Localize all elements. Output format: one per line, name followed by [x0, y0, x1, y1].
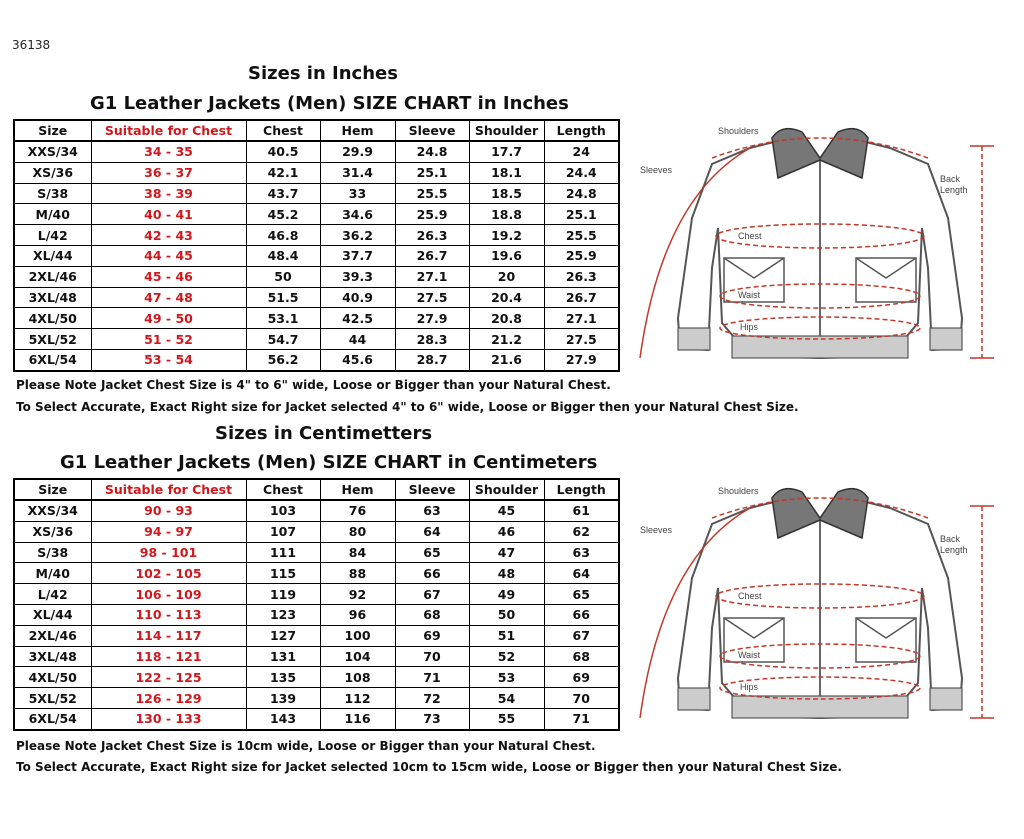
- size-cell: S/38: [14, 542, 91, 563]
- measurement-cell: 64: [544, 563, 619, 584]
- measurement-cell: 26.7: [544, 287, 619, 308]
- suitable-chest-cell: 94 - 97: [91, 521, 246, 542]
- table-row: [14, 688, 619, 709]
- measurement-cell: 96: [320, 604, 395, 625]
- measurement-cell: 73: [395, 708, 469, 729]
- measurement-cell: 27.1: [544, 308, 619, 329]
- measurement-cell: 66: [544, 604, 619, 625]
- cm-subtitle: Sizes in Centimetters: [215, 423, 433, 444]
- measurement-cell: 40.9: [320, 287, 395, 308]
- measurement-cell: 67: [544, 625, 619, 646]
- measurement-cell: 25.9: [544, 245, 619, 266]
- column-header: Chest: [246, 120, 320, 141]
- measurement-cell: 62: [544, 521, 619, 542]
- measurement-cell: 112: [320, 688, 395, 709]
- measurement-cell: 65: [544, 584, 619, 605]
- measurement-cell: 25.5: [395, 183, 469, 204]
- measurement-cell: 25.1: [395, 162, 469, 183]
- measurement-cell: 37.7: [320, 245, 395, 266]
- suitable-chest-cell: 34 - 35: [91, 141, 246, 162]
- suitable-chest-cell: 90 - 93: [91, 500, 246, 521]
- measurement-cell: 63: [395, 500, 469, 521]
- size-cell: 3XL/48: [14, 287, 91, 308]
- table-row: [14, 266, 619, 287]
- measurement-cell: 17.7: [469, 141, 544, 162]
- table-row: [14, 349, 619, 370]
- suitable-chest-cell: 106 - 109: [91, 584, 246, 605]
- table-row: [14, 604, 619, 625]
- measurement-cell: 25.1: [544, 204, 619, 225]
- label-hips: Hips: [740, 682, 759, 692]
- cm-title: G1 Leather Jackets (Men) SIZE CHART in Centimeters: [60, 452, 598, 473]
- inches-size-table: [13, 119, 620, 372]
- table-row: [14, 667, 619, 688]
- size-cell: XL/44: [14, 245, 91, 266]
- measurement-cell: 88: [320, 563, 395, 584]
- table-row: [14, 521, 619, 542]
- measurement-cell: 107: [246, 521, 320, 542]
- jacket-measurement-diagram-inches: [632, 118, 1012, 368]
- label-shoulders: Shoulders: [718, 486, 759, 496]
- measurement-cell: 49: [469, 584, 544, 605]
- measurement-cell: 104: [320, 646, 395, 667]
- table-row: [14, 584, 619, 605]
- table-row: [14, 329, 619, 350]
- measurement-cell: 20.4: [469, 287, 544, 308]
- table-row: [14, 563, 619, 584]
- measurement-cell: 28.7: [395, 349, 469, 370]
- size-cell: 4XL/50: [14, 667, 91, 688]
- measurement-cell: 42.1: [246, 162, 320, 183]
- measurement-cell: 21.6: [469, 349, 544, 370]
- suitable-chest-cell: 36 - 37: [91, 162, 246, 183]
- measurement-cell: 18.8: [469, 204, 544, 225]
- column-header: Shoulder: [469, 120, 544, 141]
- size-cell: 3XL/48: [14, 646, 91, 667]
- size-cell: 6XL/54: [14, 708, 91, 729]
- measurement-cell: 48.4: [246, 245, 320, 266]
- suitable-chest-cell: 98 - 101: [91, 542, 246, 563]
- table-row: [14, 542, 619, 563]
- waistband: [732, 336, 908, 358]
- measurement-cell: 68: [395, 604, 469, 625]
- size-cell: XXS/34: [14, 500, 91, 521]
- measurement-cell: 50: [246, 266, 320, 287]
- table-row: [14, 646, 619, 667]
- measurement-cell: 55: [469, 708, 544, 729]
- size-cell: XL/44: [14, 604, 91, 625]
- measurement-cell: 18.1: [469, 162, 544, 183]
- measurement-cell: 51.5: [246, 287, 320, 308]
- column-header: Size: [14, 479, 91, 500]
- measurement-cell: 69: [544, 667, 619, 688]
- table-row: [14, 225, 619, 246]
- measurement-cell: 108: [320, 667, 395, 688]
- column-header: Hem: [320, 120, 395, 141]
- size-cell: M/40: [14, 204, 91, 225]
- measurement-cell: 19.2: [469, 225, 544, 246]
- suitable-chest-cell: 42 - 43: [91, 225, 246, 246]
- measurement-cell: 80: [320, 521, 395, 542]
- measurement-cell: 44: [320, 329, 395, 350]
- measurement-cell: 115: [246, 563, 320, 584]
- measurement-cell: 34.6: [320, 204, 395, 225]
- label-sleeves: Sleeves: [640, 165, 673, 175]
- suitable-chest-cell: 47 - 48: [91, 287, 246, 308]
- table-row: [14, 708, 619, 729]
- measurement-cell: 36.2: [320, 225, 395, 246]
- suitable-chest-cell: 130 - 133: [91, 708, 246, 729]
- suitable-chest-cell: 114 - 117: [91, 625, 246, 646]
- measurement-cell: 139: [246, 688, 320, 709]
- measurement-cell: 71: [544, 708, 619, 729]
- measurement-cell: 54: [469, 688, 544, 709]
- suitable-chest-cell: 38 - 39: [91, 183, 246, 204]
- measurement-cell: 119: [246, 584, 320, 605]
- measurement-cell: 48: [469, 563, 544, 584]
- suitable-chest-cell: 118 - 121: [91, 646, 246, 667]
- measurement-cell: 72: [395, 688, 469, 709]
- measurement-cell: 43.7: [246, 183, 320, 204]
- column-header: Size: [14, 120, 91, 141]
- size-cell: 6XL/54: [14, 349, 91, 370]
- measurement-cell: 69: [395, 625, 469, 646]
- measurement-cell: 45.6: [320, 349, 395, 370]
- column-header: Suitable for Chest: [91, 120, 246, 141]
- measurement-cell: 33: [320, 183, 395, 204]
- measurement-cell: 18.5: [469, 183, 544, 204]
- measurement-cell: 61: [544, 500, 619, 521]
- table-row: [14, 308, 619, 329]
- measurement-cell: 92: [320, 584, 395, 605]
- suitable-chest-cell: 110 - 113: [91, 604, 246, 625]
- measurement-cell: 67: [395, 584, 469, 605]
- cm-note-2: To Select Accurate, Exact Right size for Jacket selected 10cm to 15cm wide, Loose or Bigger then your Natural Chest Size.: [16, 760, 842, 774]
- measurement-cell: 123: [246, 604, 320, 625]
- measurement-cell: 24: [544, 141, 619, 162]
- suitable-chest-cell: 40 - 41: [91, 204, 246, 225]
- label-waist: Waist: [738, 650, 761, 660]
- measurement-cell: 21.2: [469, 329, 544, 350]
- measurement-cell: 31.4: [320, 162, 395, 183]
- table-header-row: [14, 120, 619, 141]
- label-waist: Waist: [738, 290, 761, 300]
- size-cell: XS/36: [14, 521, 91, 542]
- measurement-cell: 68: [544, 646, 619, 667]
- measurement-cell: 70: [544, 688, 619, 709]
- left-cuff: [678, 688, 710, 710]
- label-back: Back: [940, 534, 961, 544]
- right-cuff: [930, 328, 962, 350]
- column-header: Sleeve: [395, 120, 469, 141]
- measurement-cell: 56.2: [246, 349, 320, 370]
- measurement-cell: 27.9: [395, 308, 469, 329]
- measurement-cell: 26.7: [395, 245, 469, 266]
- measurement-cell: 26.3: [395, 225, 469, 246]
- suitable-chest-cell: 53 - 54: [91, 349, 246, 370]
- size-cell: XS/36: [14, 162, 91, 183]
- table-row: [14, 183, 619, 204]
- label-sleeves: Sleeves: [640, 525, 673, 535]
- measurement-cell: 42.5: [320, 308, 395, 329]
- measurement-cell: 63: [544, 542, 619, 563]
- measurement-cell: 25.9: [395, 204, 469, 225]
- table-row: [14, 245, 619, 266]
- measurement-cell: 70: [395, 646, 469, 667]
- table-header-row: [14, 479, 619, 500]
- suitable-chest-cell: 49 - 50: [91, 308, 246, 329]
- measurement-cell: 25.5: [544, 225, 619, 246]
- suitable-chest-cell: 44 - 45: [91, 245, 246, 266]
- column-header: Hem: [320, 479, 395, 500]
- measurement-cell: 54.7: [246, 329, 320, 350]
- cm-size-table: [13, 478, 620, 731]
- measurement-cell: 100: [320, 625, 395, 646]
- measurement-cell: 71: [395, 667, 469, 688]
- measurement-cell: 65: [395, 542, 469, 563]
- measurement-cell: 24.8: [544, 183, 619, 204]
- measurement-cell: 52: [469, 646, 544, 667]
- size-cell: 5XL/52: [14, 688, 91, 709]
- measurement-cell: 135: [246, 667, 320, 688]
- measurement-cell: 76: [320, 500, 395, 521]
- measurement-cell: 46.8: [246, 225, 320, 246]
- measurement-cell: 111: [246, 542, 320, 563]
- label-length: Length: [940, 185, 968, 195]
- left-cuff: [678, 328, 710, 350]
- column-header: Length: [544, 120, 619, 141]
- size-cell: 4XL/50: [14, 308, 91, 329]
- measurement-cell: 131: [246, 646, 320, 667]
- measurement-cell: 64: [395, 521, 469, 542]
- inches-subtitle: Sizes in Inches: [248, 63, 398, 84]
- label-length: Length: [940, 545, 968, 555]
- measurement-cell: 103: [246, 500, 320, 521]
- measurement-cell: 27.5: [544, 329, 619, 350]
- measurement-cell: 24.8: [395, 141, 469, 162]
- measurement-cell: 19.6: [469, 245, 544, 266]
- size-cell: S/38: [14, 183, 91, 204]
- suitable-chest-cell: 122 - 125: [91, 667, 246, 688]
- table-row: [14, 162, 619, 183]
- table-row: [14, 625, 619, 646]
- table-row: [14, 500, 619, 521]
- measurement-cell: 50: [469, 604, 544, 625]
- right-cuff: [930, 688, 962, 710]
- label-shoulders: Shoulders: [718, 126, 759, 136]
- table-row: [14, 141, 619, 162]
- label-hips: Hips: [740, 322, 759, 332]
- size-cell: M/40: [14, 563, 91, 584]
- measurement-cell: 20: [469, 266, 544, 287]
- column-header: Chest: [246, 479, 320, 500]
- table-row: [14, 204, 619, 225]
- measurement-cell: 116: [320, 708, 395, 729]
- column-header: Suitable for Chest: [91, 479, 246, 500]
- measurement-cell: 127: [246, 625, 320, 646]
- measurement-cell: 29.9: [320, 141, 395, 162]
- measurement-cell: 45: [469, 500, 544, 521]
- suitable-chest-cell: 51 - 52: [91, 329, 246, 350]
- column-header: Sleeve: [395, 479, 469, 500]
- measurement-cell: 53.1: [246, 308, 320, 329]
- jacket-measurement-diagram-cm: [632, 478, 1012, 728]
- label-back: Back: [940, 174, 961, 184]
- measurement-cell: 46: [469, 521, 544, 542]
- measurement-cell: 47: [469, 542, 544, 563]
- label-chest: Chest: [738, 591, 762, 601]
- cm-note-1: Please Note Jacket Chest Size is 10cm wide, Loose or Bigger than your Natural Chest.: [16, 739, 596, 753]
- measurement-cell: 40.5: [246, 141, 320, 162]
- measurement-cell: 26.3: [544, 266, 619, 287]
- size-cell: XXS/34: [14, 141, 91, 162]
- measurement-cell: 84: [320, 542, 395, 563]
- table-row: [14, 287, 619, 308]
- suitable-chest-cell: 102 - 105: [91, 563, 246, 584]
- suitable-chest-cell: 126 - 129: [91, 688, 246, 709]
- inches-title: G1 Leather Jackets (Men) SIZE CHART in Inches: [90, 93, 569, 114]
- suitable-chest-cell: 45 - 46: [91, 266, 246, 287]
- size-cell: 5XL/52: [14, 329, 91, 350]
- measurement-cell: 28.3: [395, 329, 469, 350]
- measurement-cell: 53: [469, 667, 544, 688]
- measurement-cell: 20.8: [469, 308, 544, 329]
- label-chest: Chest: [738, 231, 762, 241]
- document-id: 36138: [12, 38, 51, 52]
- measurement-cell: 66: [395, 563, 469, 584]
- measurement-cell: 27.1: [395, 266, 469, 287]
- size-cell: L/42: [14, 225, 91, 246]
- inches-note-1: Please Note Jacket Chest Size is 4" to 6" wide, Loose or Bigger than your Natural Chest.: [16, 378, 611, 392]
- waistband: [732, 696, 908, 718]
- inches-note-2: To Select Accurate, Exact Right size for Jacket selected 4" to 6" wide, Loose or Bigger then your Natural Chest Size.: [16, 400, 799, 414]
- size-cell: 2XL/46: [14, 625, 91, 646]
- measurement-cell: 143: [246, 708, 320, 729]
- column-header: Shoulder: [469, 479, 544, 500]
- measurement-cell: 45.2: [246, 204, 320, 225]
- measurement-cell: 27.5: [395, 287, 469, 308]
- measurement-cell: 24.4: [544, 162, 619, 183]
- size-cell: 2XL/46: [14, 266, 91, 287]
- column-header: Length: [544, 479, 619, 500]
- measurement-cell: 51: [469, 625, 544, 646]
- measurement-cell: 27.9: [544, 349, 619, 370]
- measurement-cell: 39.3: [320, 266, 395, 287]
- size-cell: L/42: [14, 584, 91, 605]
